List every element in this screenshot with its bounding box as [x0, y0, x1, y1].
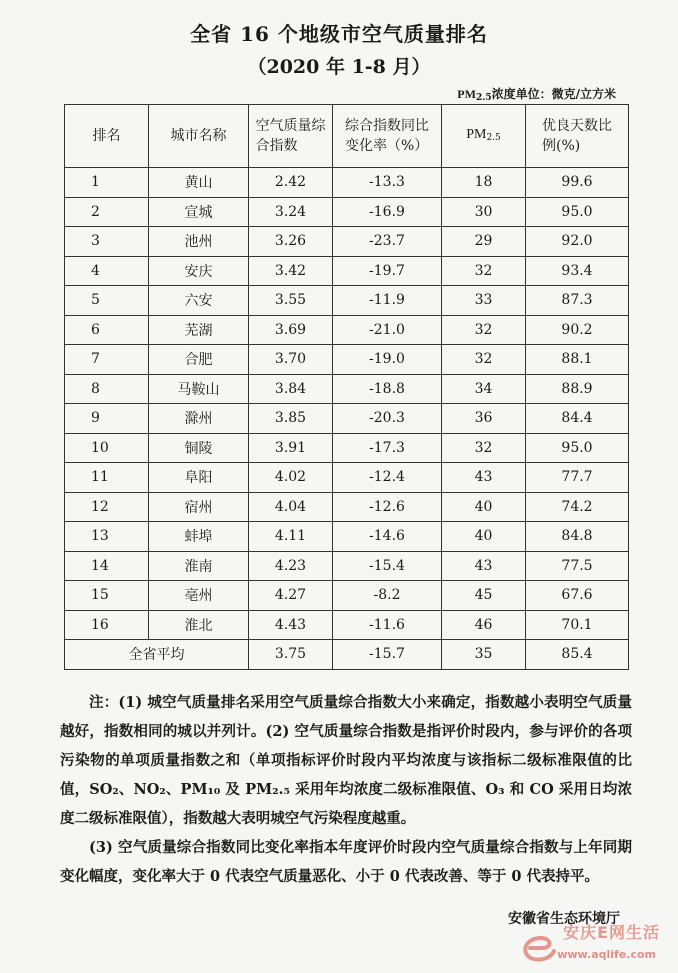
cell-rank: 6	[65, 315, 149, 345]
cell-good: 92.0	[526, 227, 629, 257]
cell-city: 六安	[149, 286, 249, 316]
cell-rank: 2	[65, 197, 149, 227]
table-row	[65, 522, 629, 552]
cell-index: 3.84	[249, 374, 333, 404]
cell-index: 4.04	[249, 492, 333, 522]
notes	[60, 688, 632, 891]
cell-change: -15.4	[333, 551, 442, 581]
cell-rank: 10	[65, 433, 149, 463]
cell-pm25: 33	[442, 286, 526, 316]
cell-change: -18.8	[333, 374, 442, 404]
cell-city: 宣城	[149, 197, 249, 227]
cell-pm25: 32	[442, 315, 526, 345]
cell-city: 亳州	[149, 581, 249, 611]
cell-rank: 16	[65, 610, 149, 640]
cell-change: -11.9	[333, 286, 442, 316]
cell-city: 蚌埠	[149, 522, 249, 552]
header-change: 综合指数同比 变化率（%）	[333, 105, 442, 168]
cell-city: 滁州	[149, 404, 249, 434]
cell-good: 77.7	[526, 463, 629, 493]
cell-good: 95.0	[526, 197, 629, 227]
cell-city: 铜陵	[149, 433, 249, 463]
ranking-table	[64, 104, 629, 670]
cell-good: 77.5	[526, 551, 629, 581]
cell-index: 3.55	[249, 286, 333, 316]
cell-index: 3.42	[249, 256, 333, 286]
unit-pm: PM	[457, 87, 476, 101]
cell-pm25: 32	[442, 256, 526, 286]
cell-pm25: 29	[442, 227, 526, 257]
cell-index: 3.69	[249, 315, 333, 345]
cell-change: -20.3	[333, 404, 442, 434]
table-row	[65, 286, 629, 316]
cell-rank: 13	[65, 522, 149, 552]
cell-pm25: 43	[442, 551, 526, 581]
cell-index: 3.26	[249, 227, 333, 257]
cell-city: 池州	[149, 227, 249, 257]
watermark-text: 安庆E网生活	[563, 923, 660, 942]
table-row	[65, 345, 629, 375]
table-row-average	[65, 640, 629, 670]
watermark-logo-icon	[520, 931, 560, 965]
table-row	[65, 197, 629, 227]
cell-index: 3.91	[249, 433, 333, 463]
cell-index: 2.42	[249, 168, 333, 198]
cell-change: -21.0	[333, 315, 442, 345]
cell-change: -14.6	[333, 522, 442, 552]
cell-good: 99.6	[526, 168, 629, 198]
issuer-signature: 安徽省生态环境厅	[508, 911, 620, 927]
header-good-days: 优良天数比 例(%)	[526, 105, 629, 168]
cell-change: -23.7	[333, 227, 442, 257]
table-row	[65, 404, 629, 434]
cell-change: -17.3	[333, 433, 442, 463]
cell-change: -8.2	[333, 581, 442, 611]
cell-rank: 11	[65, 463, 149, 493]
cell-index: 3.70	[249, 345, 333, 375]
table-row	[65, 581, 629, 611]
cell-city: 合肥	[149, 345, 249, 375]
cell-good: 87.3	[526, 286, 629, 316]
cell-good: 90.2	[526, 315, 629, 345]
table-row	[65, 463, 629, 493]
cell-index: 3.24	[249, 197, 333, 227]
cell-pm25: 36	[442, 404, 526, 434]
cell-index: 3.85	[249, 404, 333, 434]
watermark-url: www.aqlife.com	[557, 948, 656, 961]
cell-good: 70.1	[526, 610, 629, 640]
cell-rank: 12	[65, 492, 149, 522]
unit-text: 浓度单位：微克/立方米	[491, 87, 616, 101]
note-paragraph-1: 注：(1) 城空气质量排名采用空气质量综合指数大小来确定，指数越小表明空气质量越好，指数相同的城以并列计。(2) 空气质量综合指数是指评价时段内，参与评价的各项污染物的单项质量指数之和（单项指标评价时段内平均浓度与该指标二级标准限值的比值，SO₂、NO₂、PM₁₀ 及 PM₂.₅ 采用年均浓度二级标准限值、O₃ 和 CO 采用日均浓度二级标准限值），指数越大表明城空气污染程度越重。	[60, 694, 632, 827]
cell-change: -13.3	[333, 168, 442, 198]
table-header-row	[65, 105, 629, 168]
cell-pm25: 40	[442, 492, 526, 522]
header-index: 空气质量综 合指数	[249, 105, 333, 168]
cell-city: 芜湖	[149, 315, 249, 345]
cell-index: 4.43	[249, 610, 333, 640]
cell-good: 88.9	[526, 374, 629, 404]
cell-pm25: 43	[442, 463, 526, 493]
header-city: 城市名称	[149, 105, 249, 168]
cell-index: 3.75	[249, 640, 333, 670]
page-subtitle: （2020 年 1-8 月）	[247, 56, 431, 78]
cell-good: 67.6	[526, 581, 629, 611]
cell-pm25: 30	[442, 197, 526, 227]
cell-rank: 9	[65, 404, 149, 434]
cell-rank: 8	[65, 374, 149, 404]
cell-good: 85.4	[526, 640, 629, 670]
unit-pm-sub: 2.5	[475, 93, 492, 103]
cell-city: 宿州	[149, 492, 249, 522]
table-row	[65, 315, 629, 345]
cell-change: -12.4	[333, 463, 442, 493]
table-row	[65, 168, 629, 198]
cell-good: 88.1	[526, 345, 629, 375]
cell-index: 4.23	[249, 551, 333, 581]
cell-city: 安庆	[149, 256, 249, 286]
header-pm25: $PM_{2.5}$	[442, 105, 526, 168]
cell-pm25: 32	[442, 345, 526, 375]
cell-good: 93.4	[526, 256, 629, 286]
cell-city: 马鞍山	[149, 374, 249, 404]
cell-index: 4.27	[249, 581, 333, 611]
cell-pm25: 18	[442, 168, 526, 198]
cell-good: 84.8	[526, 522, 629, 552]
cell-rank: 5	[65, 286, 149, 316]
cell-good: 84.4	[526, 404, 629, 434]
cell-rank: 3	[65, 227, 149, 257]
cell-change: -19.7	[333, 256, 442, 286]
header-rank: 排名	[65, 105, 149, 168]
cell-change: -12.6	[333, 492, 442, 522]
cell-pm25: 40	[442, 522, 526, 552]
cell-change: -11.6	[333, 610, 442, 640]
cell-pm25: 35	[442, 640, 526, 670]
cell-pm25: 32	[442, 433, 526, 463]
cell-city: 淮北	[149, 610, 249, 640]
cell-good: 74.2	[526, 492, 629, 522]
table-row	[65, 551, 629, 581]
cell-rank: 15	[65, 581, 149, 611]
table-row	[65, 256, 629, 286]
cell-city: 黄山	[149, 168, 249, 198]
page-title: 全省 16 个地级市空气质量排名	[190, 22, 488, 46]
cell-pm25: 46	[442, 610, 526, 640]
cell-rank: 7	[65, 345, 149, 375]
cell-rank: 4	[65, 256, 149, 286]
table-row	[65, 227, 629, 257]
cell-change: -16.9	[333, 197, 442, 227]
cell-pm25: 34	[442, 374, 526, 404]
cell-city: 阜阳	[149, 463, 249, 493]
cell-change: -19.0	[333, 345, 442, 375]
table-row	[65, 374, 629, 404]
table-row	[65, 610, 629, 640]
cell-rank: 14	[65, 551, 149, 581]
cell-average-label: 全省平均	[65, 640, 249, 670]
note-paragraph-2: (3) 空气质量综合指数同比变化率指本年度评价时段内空气质量综合指数与上年同期变化幅度，变化率大于 0 代表空气质量恶化、小于 0 代表改善、等于 0 代表持平。	[60, 839, 632, 885]
table-row	[65, 492, 629, 522]
cell-good: 95.0	[526, 433, 629, 463]
table-row	[65, 433, 629, 463]
cell-pm25: 45	[442, 581, 526, 611]
cell-rank: 1	[65, 168, 149, 198]
cell-index: 4.02	[249, 463, 333, 493]
cell-city: 淮南	[149, 551, 249, 581]
cell-change: -15.7	[333, 640, 442, 670]
unit-note	[457, 85, 616, 103]
cell-index: 4.11	[249, 522, 333, 552]
